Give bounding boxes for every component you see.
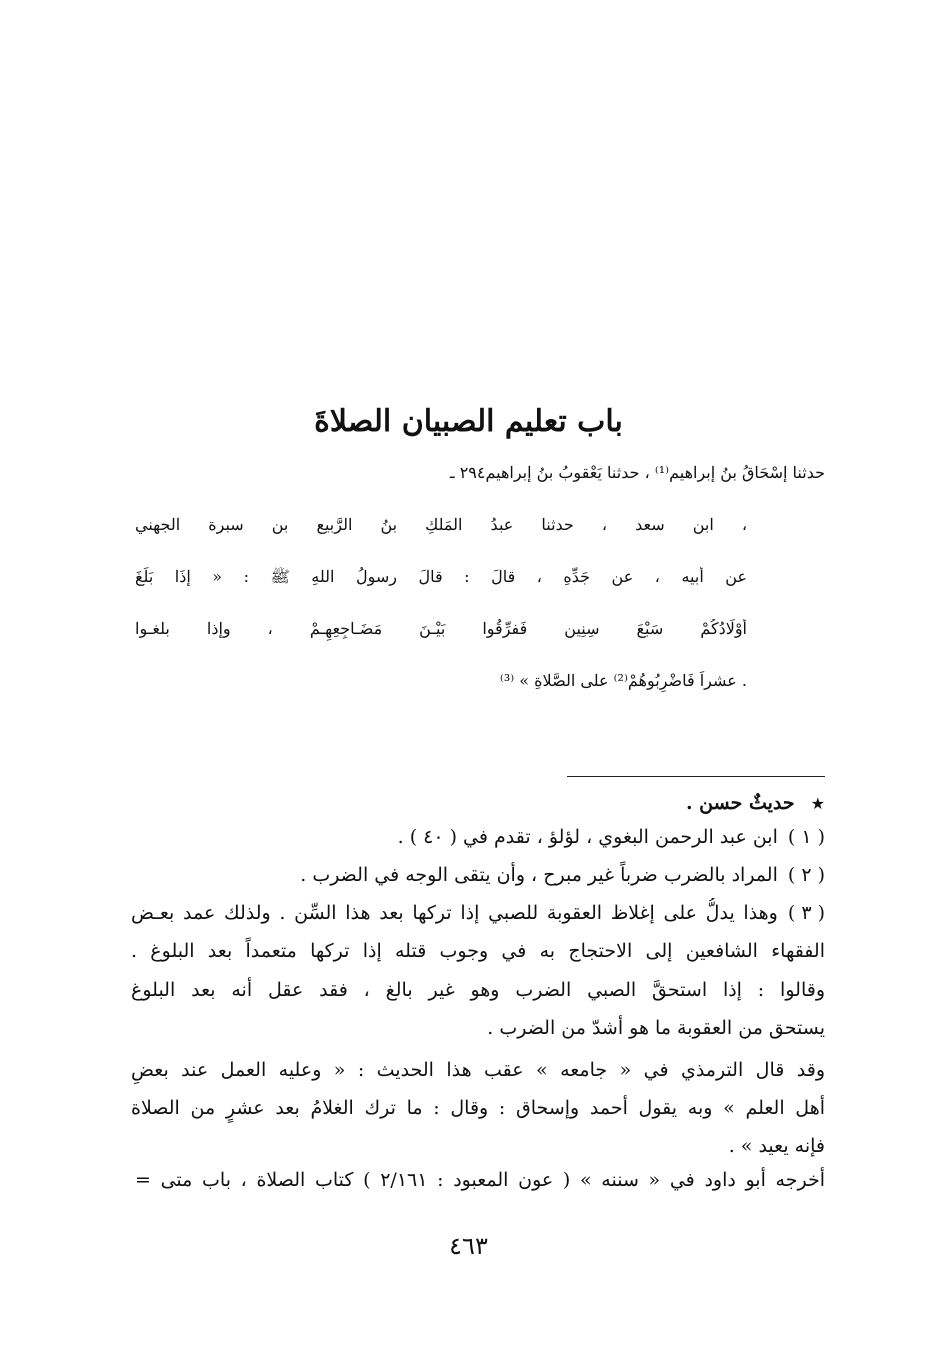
footnote-3-line-3: وقالوا : إذا استحقَّ الصبي الضرب وهو غير بالغ ، فقد عقل أنه بعد البلوغ bbox=[131, 979, 825, 1001]
footnote-3-line-6: أهل العلم » وبه يقول أحمد وإسحاق : وقال : ما ترك الغلامُ بعد عشرٍ من الصلاة bbox=[131, 1097, 825, 1119]
page-number: ٤٦٣ bbox=[449, 1232, 488, 1260]
hadith-line-2: ابن سعد ، حدثنا عبدُ المَلكِ بنُ الرَّبيع بن سبرة الجهني ، bbox=[135, 515, 747, 534]
star-icon: ★ bbox=[810, 794, 825, 813]
footnote-3-line-4: يستحق من العقوبة ما هو أشدّ من الضرب . bbox=[487, 1017, 825, 1039]
hadith-line-1: ٢٩٤ ـحدثنا إسْحَاقُ بنُ إبراهيم⁽¹⁾ ، حدثنا يَعْقوبُ بنُ إبراهيم bbox=[449, 463, 825, 482]
hadith-line-4: أَوْلَادُكُمْ سَبْعَ سِنِين فَفرِّقُوا بَيْـنَ مَضَـاجِعِهِـمْ ، وإذا بلغـوا bbox=[135, 619, 747, 638]
footnote-2: ( ٢ )المراد بالضرب ضرباً غير مبرح ، وأن يتقى الوجه في الضرب . bbox=[135, 860, 825, 892]
footnote-3-line-5: وقد قال الترمذي في « جامعه » عقب هذا الحديث : « وعليه العمل عند بعضِ bbox=[131, 1059, 825, 1081]
hadith-grade: حديثٌ حسن . bbox=[685, 792, 795, 814]
footnote-grade bbox=[135, 788, 825, 820]
footnote-marker: ( ١ ) bbox=[787, 826, 825, 848]
chapter-title: باب تعليم الصبيان الصلاةَ bbox=[314, 404, 623, 439]
footnote-marker: ( ٢ ) bbox=[787, 864, 825, 886]
hadith-line-5: عشراً فَاضْرِبُوهُمْ⁽²⁾ على الصَّلاةِ » ⁽³⁾ . bbox=[499, 671, 747, 690]
footnote-1: ( ١ )ابن عبد الرحمن البغوي ، لؤلؤ ، تقدم في ( ٤٠ ) . bbox=[135, 822, 825, 854]
footnote-3-line-8: أخرجه أبو داود في « سننه » ( عون المعبود : ٢/١٦١ ) كتاب الصلاة ، باب متى = bbox=[135, 1169, 825, 1191]
footnote-3-line-7: فإنه يعيد » . bbox=[728, 1135, 825, 1157]
footnote-3-line-1: ( ٣ )وهذا يدلُّ على إغلاظ العقوبة للصبي إذا تركها بعد هذا السِّن . ولذلك عمد بعـض bbox=[131, 898, 825, 930]
footnote-separator bbox=[567, 776, 825, 777]
hadith-number: ٢٩٤ ـ bbox=[449, 463, 486, 482]
footnote-3-line-2: الفقهاء الشافعين إلى الاحتجاج به في وجوب قتله إذا تركها متعمداً بعد البلوغ . bbox=[131, 940, 825, 962]
hadith-line-3: عن أبيه ، عن جَدِّهِ ، قالَ : قالَ رسولُ اللهِ ﷺ : « إذَا بَلَغَ bbox=[135, 567, 747, 586]
footnote-marker: ( ٣ ) bbox=[787, 902, 825, 924]
